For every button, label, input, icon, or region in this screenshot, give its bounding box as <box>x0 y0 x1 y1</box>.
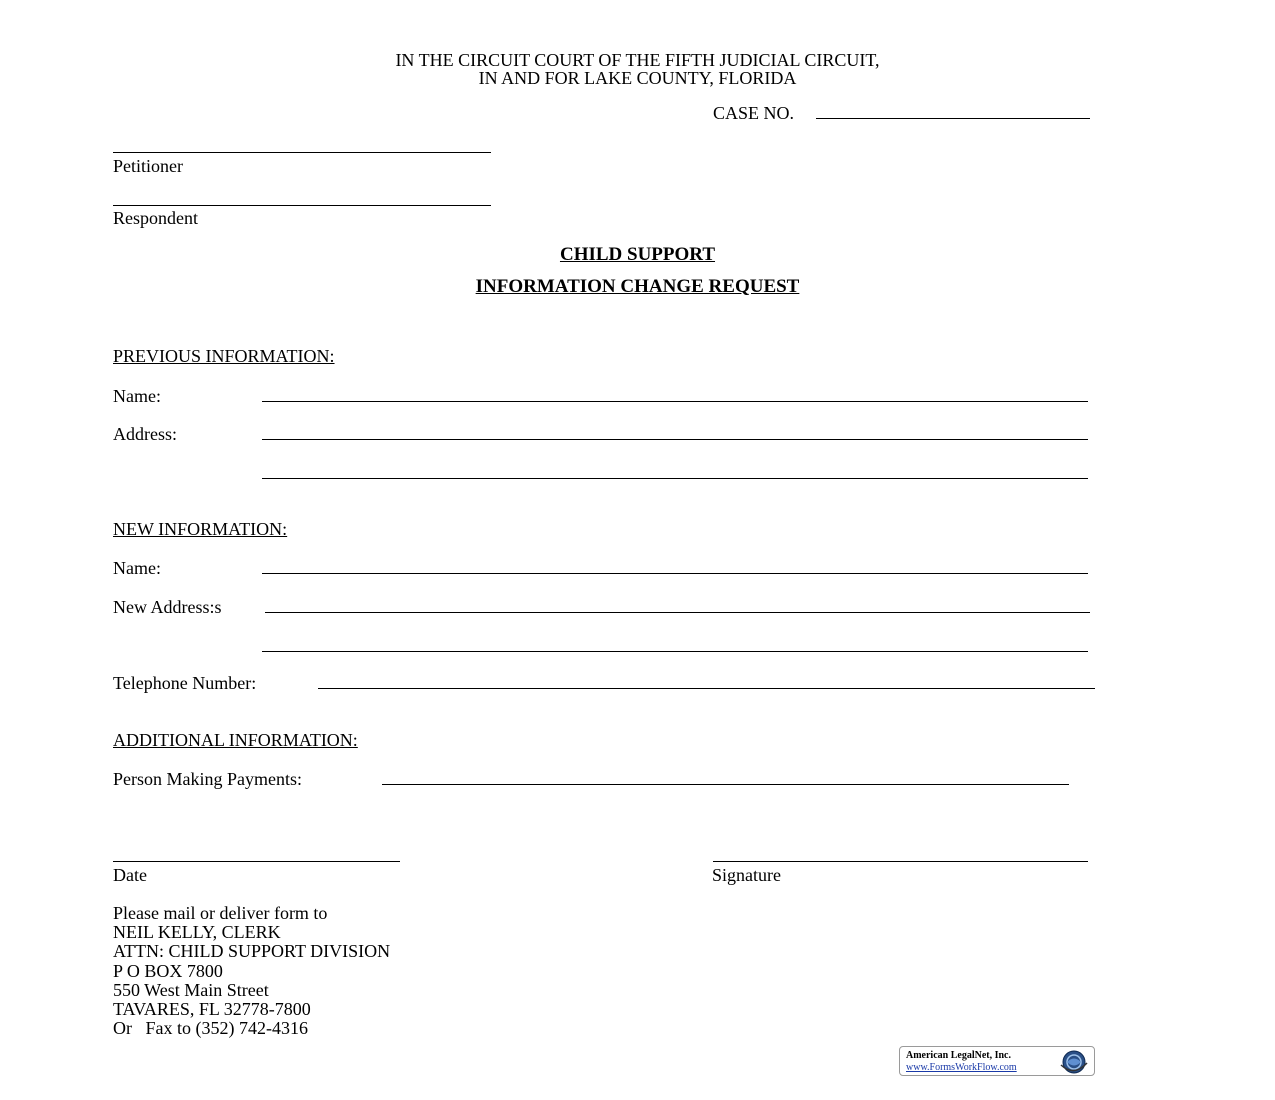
respondent-label: Respondent <box>113 208 198 228</box>
form-title-line1: CHILD SUPPORT <box>559 244 716 265</box>
previous-name-field[interactable] <box>262 401 1088 402</box>
previous-address-label: Address: <box>113 424 177 444</box>
telephone-field[interactable] <box>318 688 1095 689</box>
mailing-line: TAVARES, FL 32778-7800 <box>113 999 311 1019</box>
previous-info-heading: PREVIOUS INFORMATION: <box>113 346 335 366</box>
additional-info-heading: ADDITIONAL INFORMATION: <box>113 730 358 750</box>
new-info-heading: NEW INFORMATION: <box>113 519 288 539</box>
petitioner-field[interactable] <box>113 152 491 153</box>
mailing-line: NEIL KELLY, CLERK <box>113 922 281 942</box>
court-caption-line1: IN THE CIRCUIT COURT OF THE FIFTH JUDICIAL CIRCUIT, <box>395 50 880 70</box>
new-address-label: New Address:s <box>113 597 222 617</box>
payer-label: Person Making Payments: <box>113 769 302 789</box>
telephone-label: Telephone Number: <box>113 673 257 693</box>
new-name-field[interactable] <box>262 573 1088 574</box>
signature-label: Signature <box>712 865 781 885</box>
petitioner-label: Petitioner <box>113 156 183 176</box>
form-title-line2: INFORMATION CHANGE REQUEST <box>475 276 800 297</box>
vendor-link[interactable]: www.FormsWorkFlow.com <box>906 1062 1017 1073</box>
previous-address-field-2[interactable] <box>262 478 1088 479</box>
mailing-line: Or Fax to (352) 742-4316 <box>113 1018 308 1038</box>
previous-name-label: Name: <box>113 386 161 406</box>
case-number-field[interactable] <box>816 118 1090 119</box>
vendor-badge[interactable] <box>899 1046 1095 1076</box>
mailing-line: P O BOX 7800 <box>113 961 223 981</box>
case-number-label: CASE NO. <box>713 103 795 123</box>
respondent-field[interactable] <box>113 205 491 206</box>
mailing-line: ATTN: CHILD SUPPORT DIVISION <box>113 941 391 961</box>
payer-field[interactable] <box>382 784 1069 785</box>
vendor-company: American LegalNet, Inc. <box>906 1050 1011 1061</box>
court-caption-line2: IN AND FOR LAKE COUNTY, FLORIDA <box>478 68 797 88</box>
date-label: Date <box>113 865 147 885</box>
previous-address-field-1[interactable] <box>262 439 1088 440</box>
date-field[interactable] <box>113 861 400 862</box>
new-address-field-1[interactable] <box>265 612 1090 613</box>
globe-logo-icon <box>1057 1049 1091 1075</box>
signature-field[interactable] <box>713 861 1088 862</box>
mailing-line: 550 West Main Street <box>113 980 269 1000</box>
mailing-line: Please mail or deliver form to <box>113 903 328 923</box>
new-address-field-2[interactable] <box>262 651 1088 652</box>
new-name-label: Name: <box>113 558 161 578</box>
